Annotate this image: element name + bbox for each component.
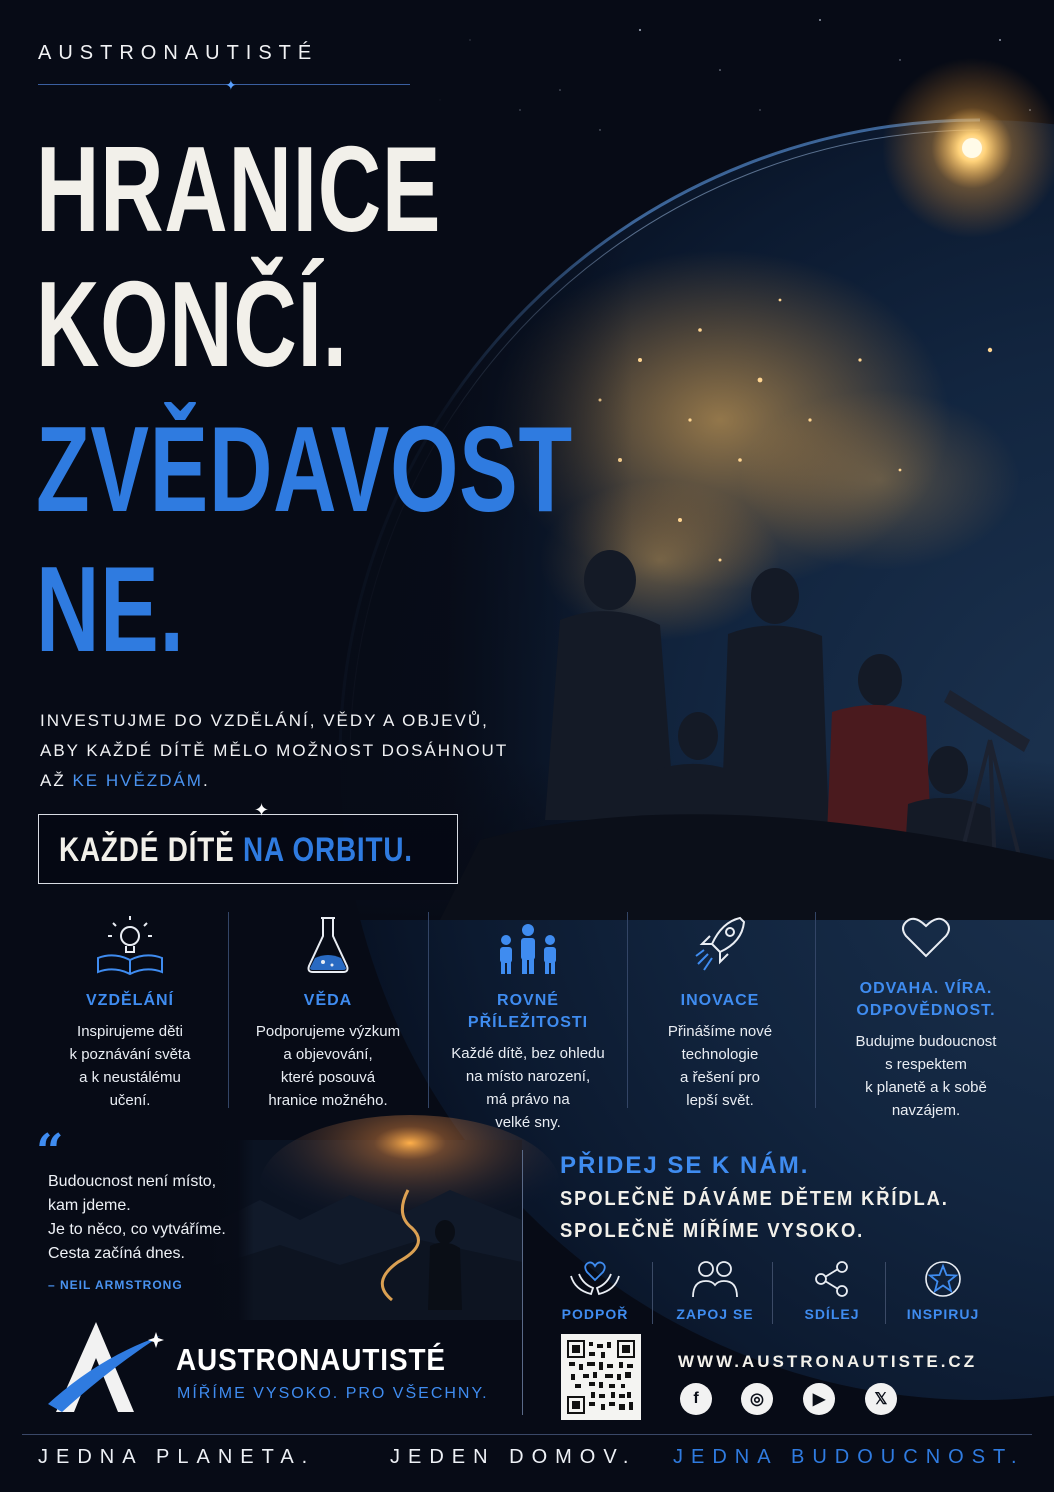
quote-line: Je to něco, co vytváříme. — [48, 1221, 226, 1238]
pillar-title: VZDĚLÁNÍ — [86, 992, 174, 1009]
hands-heart-icon — [540, 1258, 650, 1300]
intro-line-2: ABY KAŽDÉ DÍTĚ MĚLO MOŽNOST DOSÁHNOUT — [40, 741, 509, 760]
quote-line: Cesta začíná dnes. — [48, 1245, 185, 1262]
pillar-innovation — [632, 910, 808, 1110]
pillar-courage — [832, 910, 1020, 1119]
instagram-icon[interactable]: ◎ — [741, 1383, 773, 1415]
join-title: PŘIDEJ SE K NÁM. — [560, 1152, 810, 1179]
footer-part-1: JEDNA PLANETA. — [38, 1446, 316, 1468]
orbit-slogan-box — [38, 814, 458, 884]
heart-icon — [832, 910, 1020, 960]
intro-text — [40, 706, 510, 796]
flask-icon — [236, 910, 420, 976]
headline-line-2: KONČÍ. — [36, 256, 348, 392]
lightbulb-book-icon — [40, 910, 220, 976]
pillar-text-line: má právo na — [486, 1091, 570, 1108]
pillar-text-line: technologie — [681, 1046, 759, 1063]
pillar-text-line: navzájem. — [891, 1102, 961, 1119]
facebook-icon[interactable]: f — [680, 1383, 712, 1415]
qr-code[interactable] — [561, 1334, 641, 1420]
action-inspire[interactable] — [888, 1258, 998, 1322]
headline-line-3: ZVĚDAVOST — [36, 401, 573, 537]
pillar-text-line: Budujme budoucnost — [855, 1033, 997, 1050]
quote-author: – NEIL ARMSTRONG — [48, 1278, 183, 1292]
pillar-text-line: k planetě a k sobě — [865, 1079, 987, 1096]
pillar-text-line: Každé dítě, bez ohledu — [451, 1045, 605, 1062]
quote-mark-icon: “ — [36, 1124, 64, 1180]
join-line-1: SPOLEČNĚ DÁVÁME DĚTEM KŘÍDLA. — [560, 1188, 949, 1210]
pillar-text-line: Podporujeme výzkum — [255, 1023, 401, 1040]
action-divider — [772, 1262, 773, 1324]
intro-line-1: INVESTUJME DO VZDĚLÁNÍ, VĚDY A OBJEVŮ, — [40, 711, 489, 730]
youtube-icon[interactable]: ▶ — [803, 1383, 835, 1415]
pillar-text — [40, 1020, 220, 1112]
orbit-slogan — [59, 831, 413, 870]
footer-part-2: JEDEN DOMOV. — [390, 1446, 637, 1468]
pillar-text-line: a řešení pro — [679, 1069, 761, 1086]
action-label: PODPOŘ — [561, 1306, 629, 1322]
quote-line: Budoucnost není místo, — [48, 1173, 217, 1190]
pillar-text-line: a objevování, — [283, 1046, 373, 1063]
pillar-equal-opportunities — [436, 910, 620, 1131]
action-support[interactable] — [540, 1258, 650, 1322]
footer-divider — [22, 1434, 1032, 1435]
pillar-text-line: na místo narození, — [465, 1068, 591, 1085]
pillar-text-line: hranice možného. — [268, 1092, 388, 1109]
action-label: SDÍLEJ — [804, 1306, 860, 1322]
intro-line-3-prefix: AŽ — [40, 771, 73, 790]
headline-line-1: HRANICE — [36, 121, 442, 257]
pillar-text — [436, 1042, 620, 1134]
intro-line-3 — [40, 766, 510, 796]
pillar-title: VĚDA — [303, 992, 353, 1009]
pillar-text — [236, 1020, 420, 1112]
pillar-title: ROVNÉ PŘÍLEŽITOSTI — [467, 992, 589, 1031]
intro-highlight: KE HVĚZDÁM — [72, 771, 203, 790]
pillar-divider — [815, 912, 816, 1108]
action-join[interactable] — [660, 1258, 770, 1322]
quote-line: kam jdeme. — [48, 1197, 131, 1214]
pillar-title — [832, 978, 1020, 1022]
pillar-text-line: s respektem — [885, 1056, 967, 1073]
headline-line-4: NE. — [36, 541, 185, 677]
share-icon — [777, 1258, 887, 1300]
pillar-divider — [428, 912, 429, 1108]
pillar-title-line: ODPOVĚDNOST. — [856, 1002, 996, 1019]
pillar-text-line: Přinášíme nové — [667, 1023, 773, 1040]
website-link[interactable]: WWW.AUSTRONAUTISTE.CZ — [678, 1352, 978, 1371]
people-icon — [436, 910, 620, 976]
star-icon — [888, 1258, 998, 1300]
pillar-text — [632, 1020, 808, 1112]
action-divider — [885, 1262, 886, 1324]
join-line-2: SPOLEČNĚ MÍŘÍME VYSOKO. — [560, 1220, 865, 1242]
sparkle-icon: ✦ — [254, 800, 270, 820]
orbit-slogan-part-1: KAŽDÉ DÍTĚ — [59, 831, 235, 869]
logo-name: AUSTRONAUTISTÉ — [176, 1342, 446, 1377]
footer-part-3: JEDNA BUDOUCNOST. — [673, 1446, 1025, 1468]
quote-text — [48, 1170, 278, 1266]
pillar-title: INOVACE — [680, 992, 760, 1009]
logo-mark-icon — [48, 1318, 166, 1414]
action-share[interactable] — [777, 1258, 887, 1322]
pillar-text-line: velké sny. — [495, 1114, 561, 1131]
people-icon — [660, 1258, 770, 1300]
pillar-divider — [228, 912, 229, 1108]
orbit-slogan-part-2: NA ORBITU. — [243, 831, 413, 869]
section-divider — [522, 1150, 523, 1415]
pillar-divider — [627, 912, 628, 1108]
brand-divider — [38, 84, 410, 85]
action-label: INSPIRUJ — [906, 1306, 980, 1322]
pillar-text-line: k poznávání světa — [69, 1046, 191, 1063]
pillar-science — [236, 910, 420, 1110]
pillar-text-line: které posouvá — [280, 1069, 376, 1086]
pillar-text-line: učení. — [109, 1092, 151, 1109]
logo-tagline: MÍŘÍME VYSOKO. PRO VŠECHNY. — [177, 1385, 489, 1402]
pillar-text-line: a k neustálému — [79, 1069, 181, 1086]
rocket-icon — [632, 910, 808, 976]
brand-name-top: AUSTRONAUTISTÉ — [38, 42, 319, 64]
pillar-text-line: lepší svět. — [686, 1092, 754, 1109]
pillar-education — [40, 910, 220, 1110]
pillar-text — [832, 1030, 1020, 1122]
intro-line-3-suffix: . — [202, 771, 210, 790]
star-icon: ✦ — [225, 77, 237, 93]
action-label: ZAPOJ SE — [676, 1306, 754, 1322]
pillar-text-line: Inspirujeme děti — [77, 1023, 183, 1040]
action-divider — [652, 1262, 653, 1324]
x-icon[interactable]: 𝕏 — [865, 1383, 897, 1415]
pillar-title-line: ODVAHA. VÍRA. — [859, 980, 993, 997]
